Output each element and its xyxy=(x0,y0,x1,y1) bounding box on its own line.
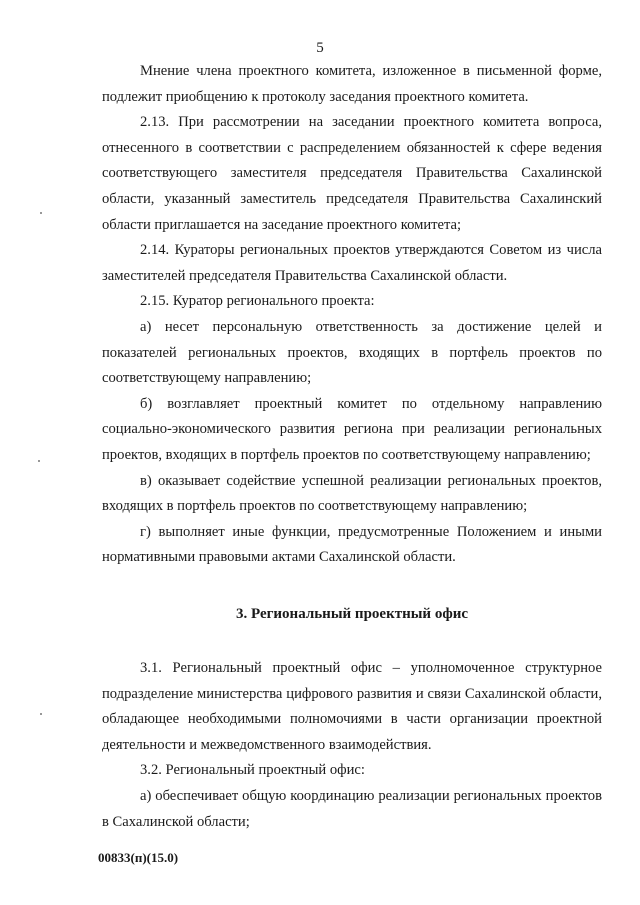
body-text xyxy=(102,59,602,571)
scan-speck xyxy=(40,212,42,214)
paragraph-2-13: 2.13. При рассмотрении на заседании проектного комитета вопроса, отнесенного в соответствии с распределением обязанностей к сфере ведения соответствующего заместителя председателя Правительства Сахалинской области, указанный заместитель председателя Правительства Сахалинский области приглашается на заседание проектного комитета; xyxy=(102,114,602,233)
paragraph-3-2-a: а) обеспечивает общую координацию реализации региональных проектов в Сахалинской области; xyxy=(102,787,602,830)
paragraph-3-2: 3.2. Региональный проектный офис: xyxy=(140,762,365,779)
section-body xyxy=(102,656,602,835)
document-code: 00833(п)(15.0) xyxy=(98,850,179,865)
paragraph-3-1: 3.1. Региональный проектный офис – уполномоченное структурное подразделение министерства цифрового развития и связи Сахалинской области, обладающее необходимыми полномочиями в части организации проектной деятельности и межведомственного взаимодействия. xyxy=(102,660,602,753)
paragraph-2-15-b: б) возглавляет проектный комитет по отдельному направлению социально-экономического развития региона при реализации региональных проектов, входящих в портфель проектов по соответствующему направлению; xyxy=(102,395,602,463)
paragraph-2-15-g: г) выполняет иные функции, предусмотренные Положением и иными нормативными правовыми актами Сахалинской области. xyxy=(102,523,602,566)
scan-speck xyxy=(40,713,42,715)
scan-speck xyxy=(38,460,40,462)
paragraph-opinion: Мнение члена проектного комитета, изложенное в письменной форме, подлежит приобщению к протоколу заседания проектного комитета. xyxy=(102,63,602,105)
paragraph-2-15-a: а) несет персональную ответственность за достижение целей и показателей региональных проектов, входящих в портфель проектов по соответствующему направлению; xyxy=(102,318,602,387)
section-heading: 3. Региональный проектный офис xyxy=(235,606,469,622)
paragraph-2-15: 2.15. Куратор регионального проекта: xyxy=(140,293,375,310)
paragraph-2-15-v: в) оказывает содействие успешной реализации региональных проектов, входящих в портфель проектов по соответствующему направлению; xyxy=(102,472,602,515)
page-number: 5 xyxy=(316,40,324,56)
paragraph-2-14: 2.14. Кураторы региональных проектов утверждаются Советом из числа заместителей председателя Правительства Сахалинской области. xyxy=(102,242,602,284)
